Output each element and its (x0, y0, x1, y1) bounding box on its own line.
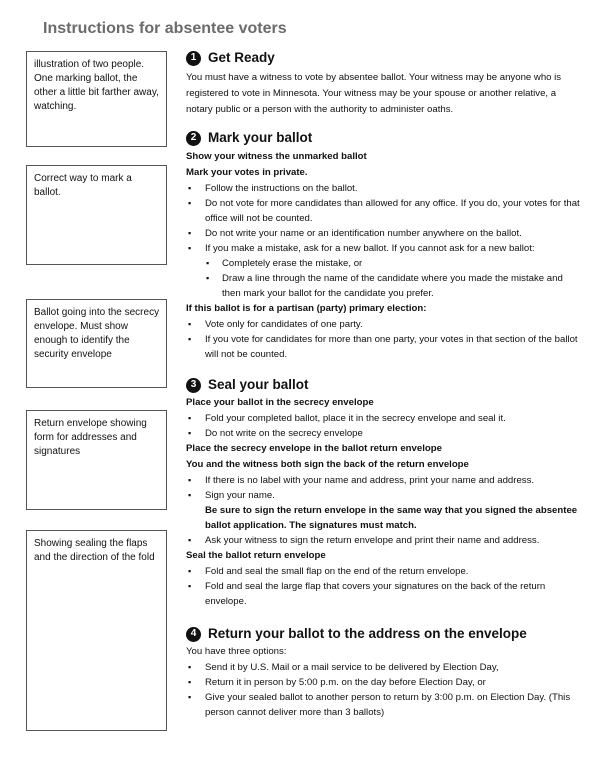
step-number-badge: 2 (186, 131, 201, 146)
section-title: Seal your ballot (208, 377, 309, 392)
subheading: If this ballot is for a partisan (party) primary election: (186, 303, 427, 314)
signature-note: Be sure to sign the return envelope in the same way that you signed the absentee ballot application. The signatures must match. (205, 505, 578, 531)
list-item: ▪ Give your sealed ballot to another person to return by 3:00 p.m. on Election Day. (This person cannot deliver more than 3 ballots) (186, 690, 584, 720)
subheading: Mark your votes in private. (186, 167, 308, 178)
subheading: You and the witness both sign the back of the return envelope (186, 459, 469, 470)
list-item: ▪ If there is no label with your name and address, print your name and address. (186, 473, 584, 488)
list-item-text: Sign your name. (205, 490, 275, 501)
bullet-list (186, 564, 584, 609)
paragraph: You have three options: (186, 646, 287, 657)
section-heading (186, 376, 584, 394)
list-item: ▪ Send it by U.S. Mail or a mail service to be delivered by Election Day, (186, 660, 584, 675)
list-item: ▪ Do not write your name or an identification number anywhere on the ballot. (186, 226, 584, 241)
list-item: ▪ If you vote for candidates for more than one party, your votes in that section of the ballot will not be counted. (186, 332, 584, 362)
list-item: ▪ Fold and seal the large flap that covers your signatures on the back of the return envelope. (186, 579, 584, 609)
subheading: Show your witness the unmarked ballot (186, 151, 367, 162)
bullet-list (186, 317, 584, 362)
illustration-placeholder: Ballot going into the secrecy envelope. Must show enough to identify the security envelope (26, 299, 167, 388)
list-item: ▪ Completely erase the mistake, or (186, 256, 584, 271)
section-heading (186, 49, 584, 67)
list-item: ▪ Do not vote for more candidates than allowed for any office. If you do, your votes for that office will not be counted. (186, 196, 584, 226)
section-title: Mark your ballot (208, 130, 313, 145)
step-number-badge: 1 (186, 51, 201, 66)
subheading: Seal the ballot return envelope (186, 550, 326, 561)
step-number-badge: 3 (186, 378, 201, 393)
section-title: Get Ready (208, 50, 275, 65)
illustration-placeholder: Return envelope showing form for addresses and signatures (26, 410, 167, 510)
list-item: ▪ Fold and seal the small flap on the end of the return envelope. (186, 564, 584, 579)
section-title: Return your ballot to the address on the envelope (208, 626, 527, 641)
subheading: Place the secrecy envelope in the ballot return envelope (186, 443, 442, 454)
bullet-list (186, 411, 584, 441)
illustration-placeholder: Correct way to mark a ballot. (26, 165, 167, 265)
paragraph: You must have a witness to vote by absentee ballot. Your witness may be anyone who is registered to vote in Minnesota. Your witness may be your spouse or another relative, a notary public or a person with the authority to administer oaths. (186, 72, 562, 115)
illustration-placeholder: Showing sealing the flaps and the direction of the fold (26, 530, 167, 731)
list-item: ▪ Ask your witness to sign the return envelope and print their name and address. (186, 533, 584, 548)
step-number-badge: 4 (186, 627, 201, 642)
bullet-list (186, 473, 584, 548)
list-item: ▪ Draw a line through the name of the candidate where you made the mistake and then mark your ballot for the candidate you prefer. (186, 271, 584, 301)
list-item: ▪ Return it in person by 5:00 p.m. on the day before Election Day, or (186, 675, 584, 690)
section-heading (186, 129, 584, 147)
instructions-content (186, 44, 584, 720)
section-heading (186, 625, 584, 643)
bullet-list (186, 181, 584, 256)
bullet-list (186, 660, 584, 720)
page-title: Instructions for absentee voters (43, 20, 287, 37)
list-item: ▪ Vote only for candidates of one party. (186, 317, 584, 332)
list-item: ▪ Do not write on the secrecy envelope (186, 426, 584, 441)
list-item: ▪ Follow the instructions on the ballot. (186, 181, 584, 196)
list-item (186, 488, 584, 533)
nested-bullet-list (186, 256, 584, 301)
list-item: ▪ Fold your completed ballot, place it in the secrecy envelope and seal it. (186, 411, 584, 426)
subheading: Place your ballot in the secrecy envelope (186, 397, 374, 408)
illustration-placeholder: illustration of two people. One marking ballot, the other a little bit farther away, watching. (26, 51, 167, 147)
list-item: ▪ If you make a mistake, ask for a new ballot. If you cannot ask for a new ballot: (186, 241, 584, 256)
